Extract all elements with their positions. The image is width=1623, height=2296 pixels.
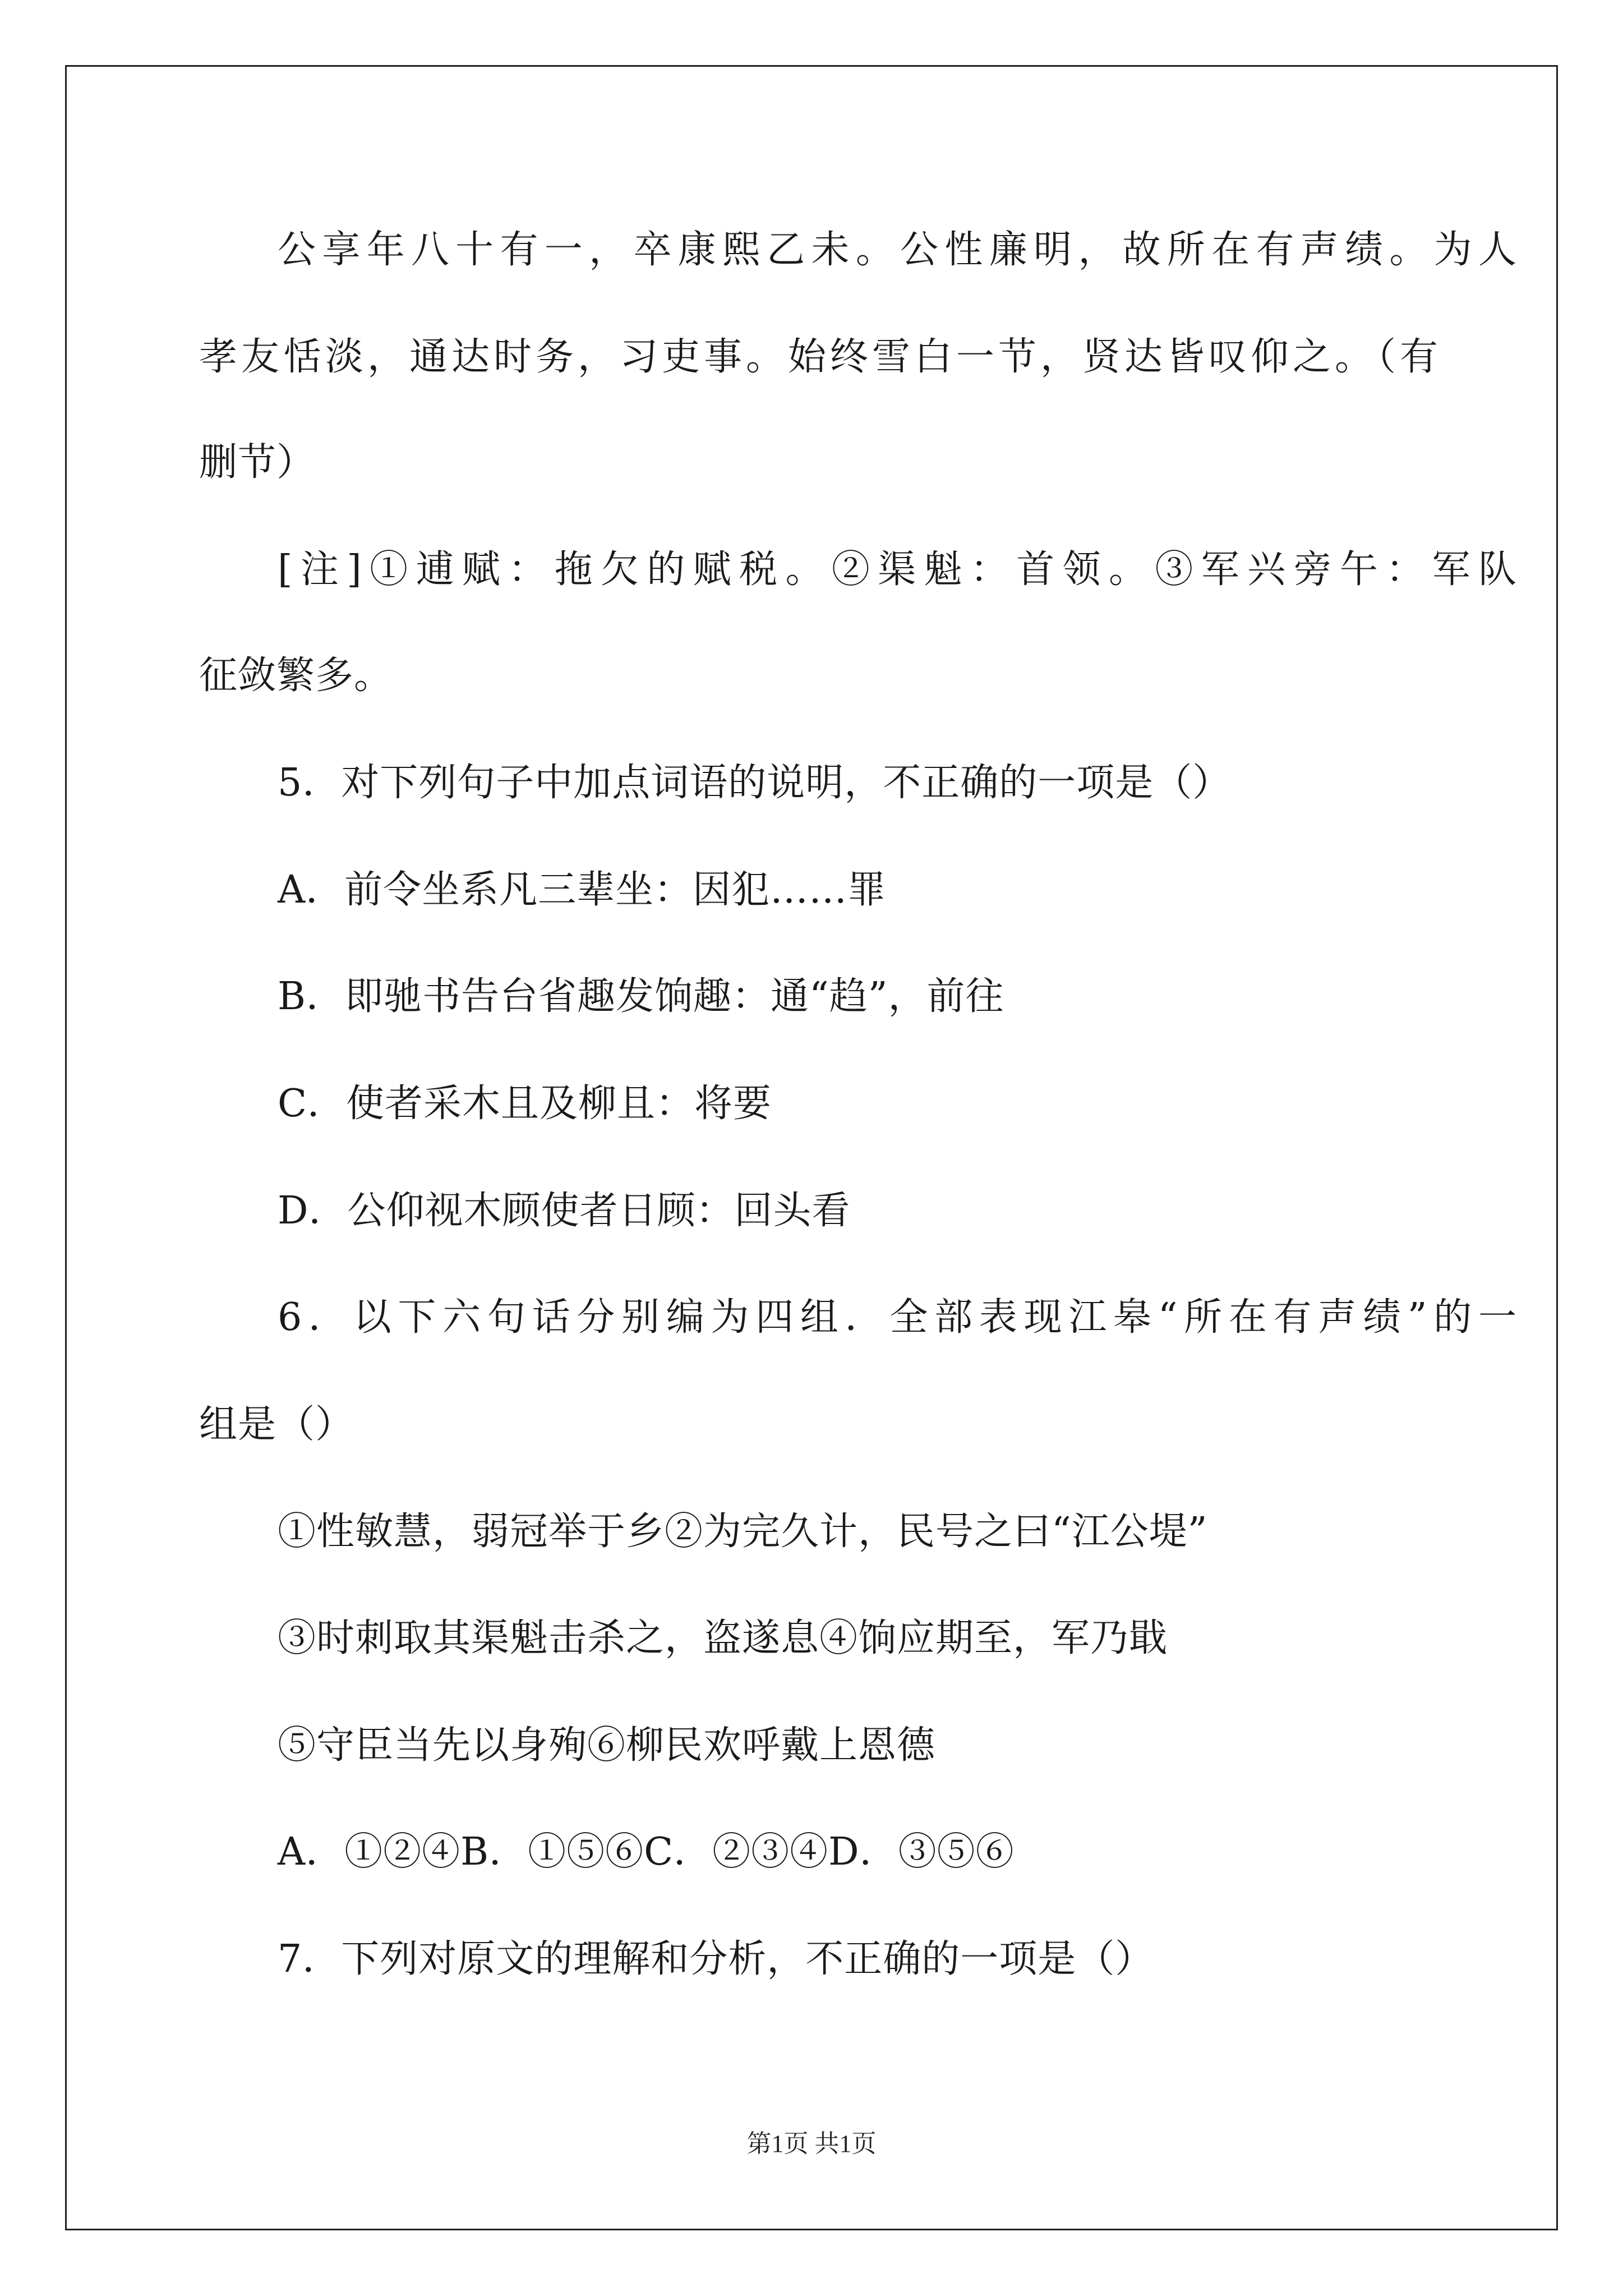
page-footer: 第1页 共1页 xyxy=(746,2130,877,2157)
question-5: 5．对下列句子中加点词语的说明，不正确的一项是（） xyxy=(278,761,1232,805)
question-5-option-d: D．公仰视木顾使者日顾：回头看 xyxy=(278,1189,851,1233)
paragraph-line-3: 删节） xyxy=(199,440,316,485)
question-6-item-line-1: ①性敏慧，弱冠举于乡②为完久计，民号之曰“江公堤” xyxy=(278,1510,1208,1554)
paragraph-line-1: 公享年八十有一，卒康熙乙未。公性廉明，故所在有声绩。为人 xyxy=(278,228,1517,272)
question-6-item-line-2: ③时刺取其渠魁击杀之，盗遂息④饷应期至，军乃戢 xyxy=(278,1616,1168,1660)
page-border xyxy=(65,65,1558,2230)
question-6-line-1: 6．以下六句话分别编为四组．全部表现江皋“所在有声绩”的一 xyxy=(278,1295,1517,1340)
question-6-options: A．①②④B．①⑤⑥C．②③④D．③⑤⑥ xyxy=(278,1830,1015,1874)
paragraph-line-2: 孝友恬淡，通达时务，习吏事。始终雪白一节，贤达皆叹仰之。（有 xyxy=(199,335,1438,379)
question-5-option-c: C．使者采木且及柳且：将要 xyxy=(278,1082,772,1126)
question-6-item-line-3: ⑤守臣当先以身殉⑥柳民欢呼戴上恩德 xyxy=(278,1723,936,1768)
question-5-option-a: A．前令坐系凡三辈坐：因犯……罪 xyxy=(278,868,887,912)
question-6-line-2: 组是（） xyxy=(199,1402,354,1447)
note-line-2: 征敛繁多。 xyxy=(199,654,393,698)
note-line-1: [注]①逋赋：拖欠的赋税。②渠魁：首领。③军兴旁午：军队 xyxy=(278,547,1517,592)
question-7: 7．下列对原文的理解和分析，不正确的一项是（） xyxy=(278,1937,1154,1981)
question-5-option-b: B．即驰书告台省趣发饷趣：通“趋”，前往 xyxy=(278,974,1004,1019)
